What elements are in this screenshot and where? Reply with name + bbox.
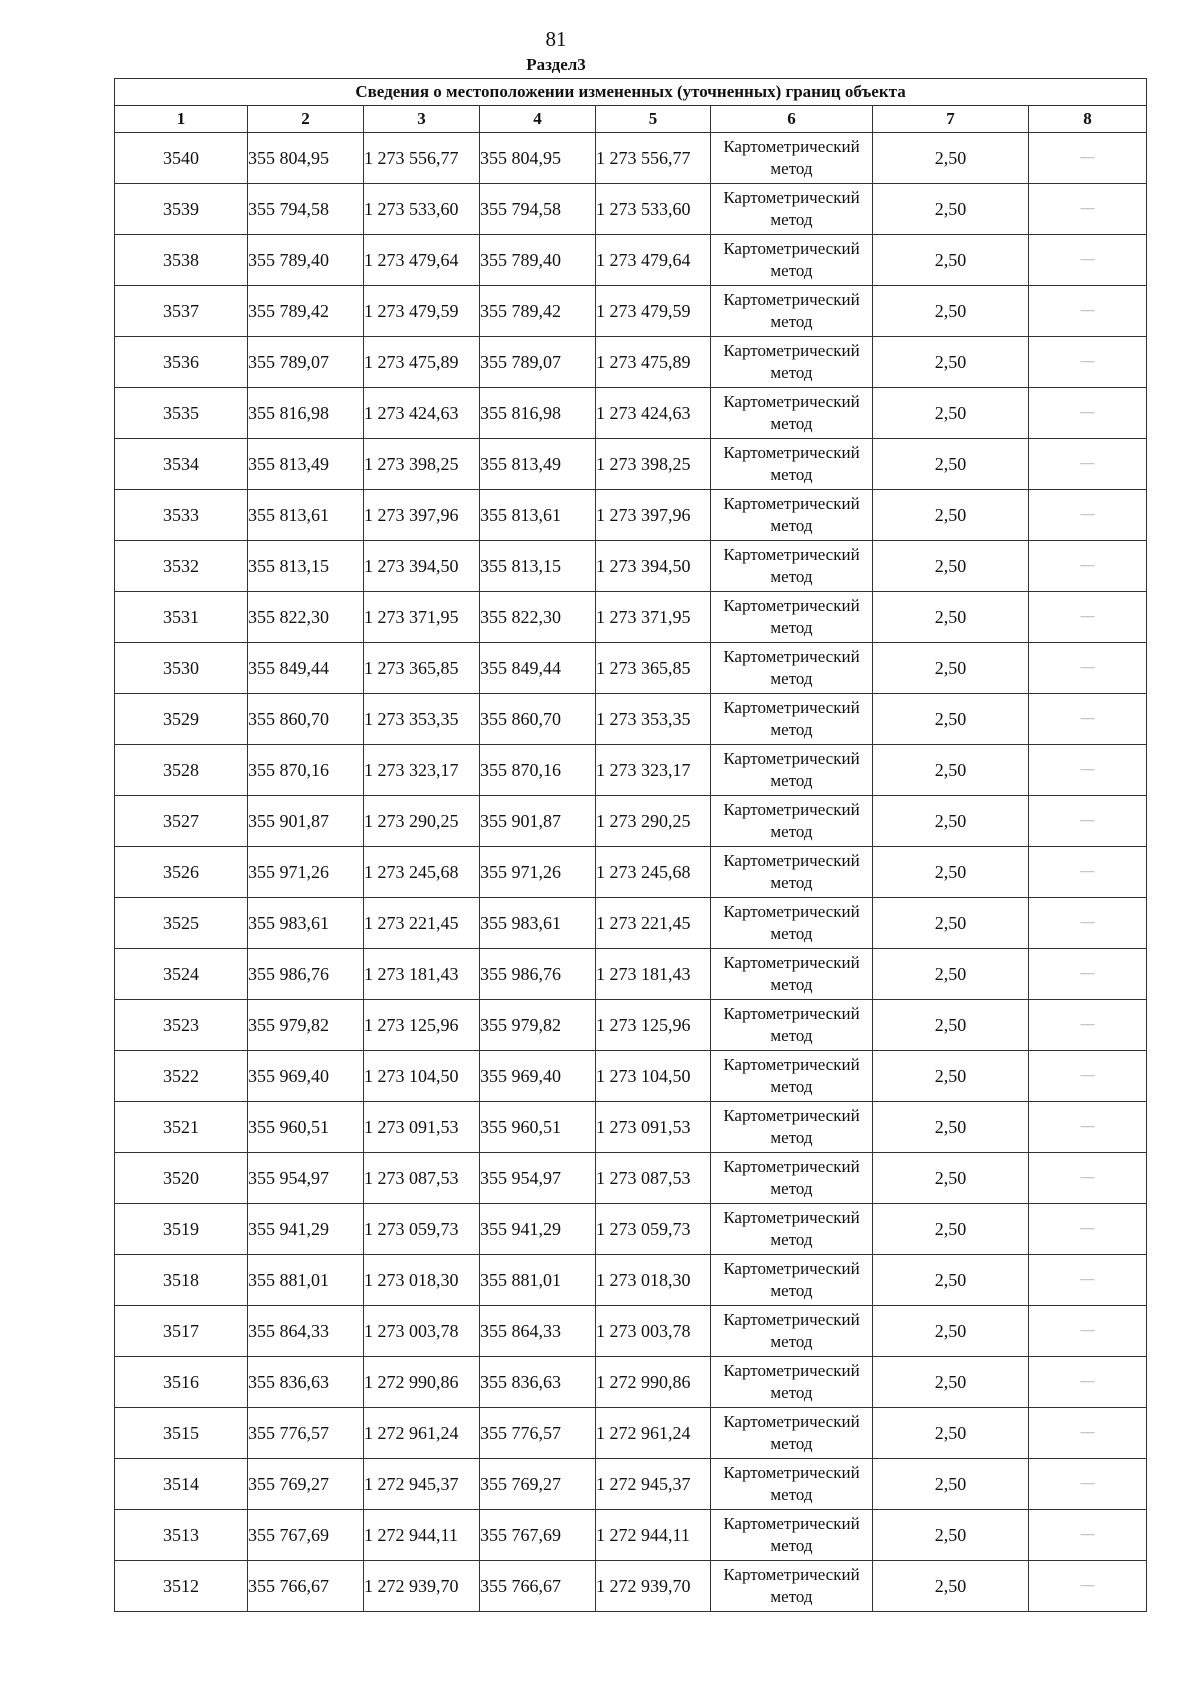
y-new-cell: 1 273 424,63 (596, 388, 711, 439)
description-cell: — (1029, 1000, 1147, 1051)
description-cell: — (1029, 1255, 1147, 1306)
x-existing-cell: 355 766,67 (248, 1561, 364, 1612)
point-number-cell: 3512 (115, 1561, 248, 1612)
y-new-cell: 1 273 556,77 (596, 133, 711, 184)
y-new-cell: 1 273 394,50 (596, 541, 711, 592)
x-new-cell: 355 813,15 (480, 541, 596, 592)
method-cell: Картометрический метод (711, 745, 873, 796)
y-existing-cell: 1 273 221,45 (364, 898, 480, 949)
accuracy-cell: 2,50 (873, 439, 1029, 490)
method-cell: Картометрический метод (711, 1255, 873, 1306)
x-new-cell: 355 849,44 (480, 643, 596, 694)
x-new-cell: 355 794,58 (480, 184, 596, 235)
method-cell: Картометрический метод (711, 439, 873, 490)
x-existing-cell: 355 767,69 (248, 1510, 364, 1561)
method-cell: Картометрический метод (711, 694, 873, 745)
point-number-cell: 3530 (115, 643, 248, 694)
table-body (115, 133, 1147, 1612)
x-new-cell: 355 776,57 (480, 1408, 596, 1459)
table-row (115, 1408, 1147, 1459)
x-existing-cell: 355 881,01 (248, 1255, 364, 1306)
accuracy-cell: 2,50 (873, 1000, 1029, 1051)
y-existing-cell: 1 273 533,60 (364, 184, 480, 235)
accuracy-cell: 2,50 (873, 592, 1029, 643)
method-cell: Картометрический метод (711, 1561, 873, 1612)
table-row (115, 1459, 1147, 1510)
accuracy-cell: 2,50 (873, 1510, 1029, 1561)
column-number: 6 (711, 106, 873, 133)
table-row (115, 694, 1147, 745)
point-number-cell: 3514 (115, 1459, 248, 1510)
y-new-cell: 1 273 104,50 (596, 1051, 711, 1102)
y-new-cell: 1 273 371,95 (596, 592, 711, 643)
column-number: 1 (115, 106, 248, 133)
point-number-cell: 3532 (115, 541, 248, 592)
y-new-cell: 1 273 087,53 (596, 1153, 711, 1204)
y-new-cell: 1 273 181,43 (596, 949, 711, 1000)
boundary-coordinates-table (114, 78, 1147, 1612)
x-existing-cell: 355 870,16 (248, 745, 364, 796)
y-new-cell: 1 273 479,59 (596, 286, 711, 337)
x-new-cell: 355 789,40 (480, 235, 596, 286)
description-cell: — (1029, 847, 1147, 898)
table-caption-row (115, 79, 1147, 106)
table-row (115, 1204, 1147, 1255)
description-cell: — (1029, 898, 1147, 949)
description-cell: — (1029, 337, 1147, 388)
accuracy-cell: 2,50 (873, 1561, 1029, 1612)
column-number: 2 (248, 106, 364, 133)
accuracy-cell: 2,50 (873, 1255, 1029, 1306)
accuracy-cell: 2,50 (873, 184, 1029, 235)
x-new-cell: 355 813,49 (480, 439, 596, 490)
x-new-cell: 355 954,97 (480, 1153, 596, 1204)
x-existing-cell: 355 813,49 (248, 439, 364, 490)
x-existing-cell: 355 969,40 (248, 1051, 364, 1102)
method-cell: Картометрический метод (711, 1510, 873, 1561)
table-row (115, 1306, 1147, 1357)
y-new-cell: 1 273 533,60 (596, 184, 711, 235)
description-cell: — (1029, 235, 1147, 286)
table-row (115, 796, 1147, 847)
y-existing-cell: 1 273 091,53 (364, 1102, 480, 1153)
table-caption: Сведения о местоположении измененных (уточненных) границ объекта (115, 79, 1147, 106)
page-number: 81 (545, 27, 567, 51)
accuracy-cell: 2,50 (873, 1357, 1029, 1408)
y-existing-cell: 1 273 479,64 (364, 235, 480, 286)
accuracy-cell: 2,50 (873, 796, 1029, 847)
point-number-cell: 3531 (115, 592, 248, 643)
method-cell: Картометрический метод (711, 1102, 873, 1153)
y-new-cell: 1 273 059,73 (596, 1204, 711, 1255)
method-cell: Картометрический метод (711, 949, 873, 1000)
y-existing-cell: 1 272 961,24 (364, 1408, 480, 1459)
x-existing-cell: 355 849,44 (248, 643, 364, 694)
description-cell: — (1029, 1510, 1147, 1561)
point-number-cell: 3540 (115, 133, 248, 184)
y-new-cell: 1 273 221,45 (596, 898, 711, 949)
method-cell: Картометрический метод (711, 847, 873, 898)
point-number-cell: 3522 (115, 1051, 248, 1102)
x-new-cell: 355 881,01 (480, 1255, 596, 1306)
y-existing-cell: 1 273 475,89 (364, 337, 480, 388)
y-existing-cell: 1 273 424,63 (364, 388, 480, 439)
accuracy-cell: 2,50 (873, 1306, 1029, 1357)
y-new-cell: 1 273 290,25 (596, 796, 711, 847)
description-cell: — (1029, 643, 1147, 694)
accuracy-cell: 2,50 (873, 490, 1029, 541)
x-new-cell: 355 979,82 (480, 1000, 596, 1051)
x-existing-cell: 355 794,58 (248, 184, 364, 235)
y-new-cell: 1 273 003,78 (596, 1306, 711, 1357)
y-existing-cell: 1 273 397,96 (364, 490, 480, 541)
description-cell: — (1029, 1102, 1147, 1153)
accuracy-cell: 2,50 (873, 847, 1029, 898)
y-existing-cell: 1 273 104,50 (364, 1051, 480, 1102)
method-cell: Картометрический метод (711, 898, 873, 949)
point-number-cell: 3523 (115, 1000, 248, 1051)
y-existing-cell: 1 273 125,96 (364, 1000, 480, 1051)
point-number-cell: 3513 (115, 1510, 248, 1561)
x-existing-cell: 355 864,33 (248, 1306, 364, 1357)
column-number: 7 (873, 106, 1029, 133)
description-cell: — (1029, 1561, 1147, 1612)
x-existing-cell: 355 769,27 (248, 1459, 364, 1510)
point-number-cell: 3539 (115, 184, 248, 235)
table-row (115, 388, 1147, 439)
accuracy-cell: 2,50 (873, 286, 1029, 337)
description-cell: — (1029, 1357, 1147, 1408)
table-row (115, 1102, 1147, 1153)
method-cell: Картометрический метод (711, 184, 873, 235)
point-number-cell: 3524 (115, 949, 248, 1000)
x-new-cell: 355 969,40 (480, 1051, 596, 1102)
x-existing-cell: 355 776,57 (248, 1408, 364, 1459)
method-cell: Картометрический метод (711, 1306, 873, 1357)
table-row (115, 949, 1147, 1000)
table-row (115, 847, 1147, 898)
y-existing-cell: 1 273 003,78 (364, 1306, 480, 1357)
table-row (115, 541, 1147, 592)
table-row (115, 286, 1147, 337)
column-number-row (115, 106, 1147, 133)
method-cell: Картометрический метод (711, 1000, 873, 1051)
x-new-cell: 355 860,70 (480, 694, 596, 745)
method-cell: Картометрический метод (711, 796, 873, 847)
y-new-cell: 1 273 323,17 (596, 745, 711, 796)
x-new-cell: 355 983,61 (480, 898, 596, 949)
point-number-cell: 3520 (115, 1153, 248, 1204)
y-new-cell: 1 273 365,85 (596, 643, 711, 694)
point-number-cell: 3527 (115, 796, 248, 847)
accuracy-cell: 2,50 (873, 235, 1029, 286)
description-cell: — (1029, 388, 1147, 439)
method-cell: Картометрический метод (711, 1051, 873, 1102)
x-new-cell: 355 986,76 (480, 949, 596, 1000)
description-cell: — (1029, 694, 1147, 745)
accuracy-cell: 2,50 (873, 949, 1029, 1000)
point-number-cell: 3515 (115, 1408, 248, 1459)
y-existing-cell: 1 273 290,25 (364, 796, 480, 847)
y-new-cell: 1 273 398,25 (596, 439, 711, 490)
table-row (115, 439, 1147, 490)
point-number-cell: 3533 (115, 490, 248, 541)
point-number-cell: 3526 (115, 847, 248, 898)
y-existing-cell: 1 273 479,59 (364, 286, 480, 337)
y-existing-cell: 1 273 018,30 (364, 1255, 480, 1306)
y-new-cell: 1 273 397,96 (596, 490, 711, 541)
table-row (115, 1357, 1147, 1408)
method-cell: Картометрический метод (711, 592, 873, 643)
point-number-cell: 3528 (115, 745, 248, 796)
y-new-cell: 1 273 018,30 (596, 1255, 711, 1306)
point-number-cell: 3534 (115, 439, 248, 490)
x-existing-cell: 355 822,30 (248, 592, 364, 643)
point-number-cell: 3517 (115, 1306, 248, 1357)
method-cell: Картометрический метод (711, 490, 873, 541)
x-new-cell: 355 960,51 (480, 1102, 596, 1153)
y-new-cell: 1 272 990,86 (596, 1357, 711, 1408)
description-cell: — (1029, 1051, 1147, 1102)
description-cell: — (1029, 1408, 1147, 1459)
x-new-cell: 355 813,61 (480, 490, 596, 541)
method-cell: Картометрический метод (711, 1204, 873, 1255)
accuracy-cell: 2,50 (873, 745, 1029, 796)
description-cell: — (1029, 286, 1147, 337)
x-new-cell: 355 769,27 (480, 1459, 596, 1510)
description-cell: — (1029, 592, 1147, 643)
description-cell: — (1029, 490, 1147, 541)
x-existing-cell: 355 836,63 (248, 1357, 364, 1408)
point-number-cell: 3518 (115, 1255, 248, 1306)
table-row (115, 184, 1147, 235)
x-existing-cell: 355 816,98 (248, 388, 364, 439)
y-new-cell: 1 273 479,64 (596, 235, 711, 286)
y-new-cell: 1 273 245,68 (596, 847, 711, 898)
x-existing-cell: 355 979,82 (248, 1000, 364, 1051)
method-cell: Картометрический метод (711, 1357, 873, 1408)
x-new-cell: 355 804,95 (480, 133, 596, 184)
y-new-cell: 1 273 475,89 (596, 337, 711, 388)
accuracy-cell: 2,50 (873, 541, 1029, 592)
table-row (115, 745, 1147, 796)
x-existing-cell: 355 789,40 (248, 235, 364, 286)
method-cell: Картометрический метод (711, 643, 873, 694)
x-existing-cell: 355 901,87 (248, 796, 364, 847)
point-number-cell: 3538 (115, 235, 248, 286)
table-row (115, 1051, 1147, 1102)
description-cell: — (1029, 541, 1147, 592)
y-new-cell: 1 272 961,24 (596, 1408, 711, 1459)
x-existing-cell: 355 971,26 (248, 847, 364, 898)
method-cell: Картометрический метод (711, 541, 873, 592)
x-new-cell: 355 971,26 (480, 847, 596, 898)
section-title: Раздел3 (526, 55, 586, 74)
table-row (115, 1000, 1147, 1051)
y-new-cell: 1 273 091,53 (596, 1102, 711, 1153)
method-cell: Картометрический метод (711, 1153, 873, 1204)
description-cell: — (1029, 133, 1147, 184)
accuracy-cell: 2,50 (873, 1459, 1029, 1510)
x-existing-cell: 355 789,07 (248, 337, 364, 388)
table-row (115, 1510, 1147, 1561)
table-row (115, 490, 1147, 541)
x-existing-cell: 355 813,61 (248, 490, 364, 541)
y-new-cell: 1 272 944,11 (596, 1510, 711, 1561)
x-existing-cell: 355 789,42 (248, 286, 364, 337)
accuracy-cell: 2,50 (873, 1204, 1029, 1255)
y-existing-cell: 1 272 945,37 (364, 1459, 480, 1510)
accuracy-cell: 2,50 (873, 388, 1029, 439)
method-cell: Картометрический метод (711, 1408, 873, 1459)
description-cell: — (1029, 1204, 1147, 1255)
x-existing-cell: 355 804,95 (248, 133, 364, 184)
accuracy-cell: 2,50 (873, 1153, 1029, 1204)
x-new-cell: 355 789,42 (480, 286, 596, 337)
x-new-cell: 355 864,33 (480, 1306, 596, 1357)
accuracy-cell: 2,50 (873, 643, 1029, 694)
table-row (115, 1255, 1147, 1306)
table-row (115, 592, 1147, 643)
point-number-cell: 3521 (115, 1102, 248, 1153)
y-new-cell: 1 272 945,37 (596, 1459, 711, 1510)
x-new-cell: 355 836,63 (480, 1357, 596, 1408)
y-existing-cell: 1 273 371,95 (364, 592, 480, 643)
x-existing-cell: 355 941,29 (248, 1204, 364, 1255)
y-existing-cell: 1 272 939,70 (364, 1561, 480, 1612)
x-existing-cell: 355 960,51 (248, 1102, 364, 1153)
y-existing-cell: 1 273 181,43 (364, 949, 480, 1000)
x-new-cell: 355 901,87 (480, 796, 596, 847)
y-new-cell: 1 272 939,70 (596, 1561, 711, 1612)
method-cell: Картометрический метод (711, 388, 873, 439)
column-number: 3 (364, 106, 480, 133)
point-number-cell: 3536 (115, 337, 248, 388)
y-existing-cell: 1 273 323,17 (364, 745, 480, 796)
accuracy-cell: 2,50 (873, 1102, 1029, 1153)
x-new-cell: 355 870,16 (480, 745, 596, 796)
y-existing-cell: 1 273 245,68 (364, 847, 480, 898)
y-existing-cell: 1 272 990,86 (364, 1357, 480, 1408)
table-row (115, 337, 1147, 388)
accuracy-cell: 2,50 (873, 898, 1029, 949)
method-cell: Картометрический метод (711, 337, 873, 388)
description-cell: — (1029, 439, 1147, 490)
y-existing-cell: 1 273 556,77 (364, 133, 480, 184)
y-existing-cell: 1 273 353,35 (364, 694, 480, 745)
column-number: 4 (480, 106, 596, 133)
x-new-cell: 355 816,98 (480, 388, 596, 439)
x-existing-cell: 355 983,61 (248, 898, 364, 949)
x-new-cell: 355 822,30 (480, 592, 596, 643)
method-cell: Картометрический метод (711, 1459, 873, 1510)
y-existing-cell: 1 273 398,25 (364, 439, 480, 490)
accuracy-cell: 2,50 (873, 1408, 1029, 1459)
description-cell: — (1029, 745, 1147, 796)
description-cell: — (1029, 1306, 1147, 1357)
accuracy-cell: 2,50 (873, 1051, 1029, 1102)
description-cell: — (1029, 949, 1147, 1000)
description-cell: — (1029, 796, 1147, 847)
accuracy-cell: 2,50 (873, 337, 1029, 388)
description-cell: — (1029, 1153, 1147, 1204)
x-new-cell: 355 789,07 (480, 337, 596, 388)
method-cell: Картометрический метод (711, 235, 873, 286)
method-cell: Картометрический метод (711, 133, 873, 184)
point-number-cell: 3516 (115, 1357, 248, 1408)
y-existing-cell: 1 273 365,85 (364, 643, 480, 694)
y-existing-cell: 1 273 087,53 (364, 1153, 480, 1204)
y-existing-cell: 1 273 059,73 (364, 1204, 480, 1255)
y-new-cell: 1 273 125,96 (596, 1000, 711, 1051)
column-number: 5 (596, 106, 711, 133)
accuracy-cell: 2,50 (873, 694, 1029, 745)
point-number-cell: 3537 (115, 286, 248, 337)
accuracy-cell: 2,50 (873, 133, 1029, 184)
method-cell: Картометрический метод (711, 286, 873, 337)
x-new-cell: 355 941,29 (480, 1204, 596, 1255)
table-row (115, 643, 1147, 694)
point-number-cell: 3535 (115, 388, 248, 439)
y-existing-cell: 1 273 394,50 (364, 541, 480, 592)
x-existing-cell: 355 954,97 (248, 1153, 364, 1204)
x-new-cell: 355 766,67 (480, 1561, 596, 1612)
point-number-cell: 3525 (115, 898, 248, 949)
description-cell: — (1029, 1459, 1147, 1510)
x-existing-cell: 355 986,76 (248, 949, 364, 1000)
x-existing-cell: 355 813,15 (248, 541, 364, 592)
table-row (115, 133, 1147, 184)
column-number: 8 (1029, 106, 1147, 133)
table-row (115, 898, 1147, 949)
x-new-cell: 355 767,69 (480, 1510, 596, 1561)
y-new-cell: 1 273 353,35 (596, 694, 711, 745)
description-cell: — (1029, 184, 1147, 235)
table-row (115, 1561, 1147, 1612)
y-existing-cell: 1 272 944,11 (364, 1510, 480, 1561)
point-number-cell: 3519 (115, 1204, 248, 1255)
point-number-cell: 3529 (115, 694, 248, 745)
table-row (115, 1153, 1147, 1204)
table-row (115, 235, 1147, 286)
x-existing-cell: 355 860,70 (248, 694, 364, 745)
